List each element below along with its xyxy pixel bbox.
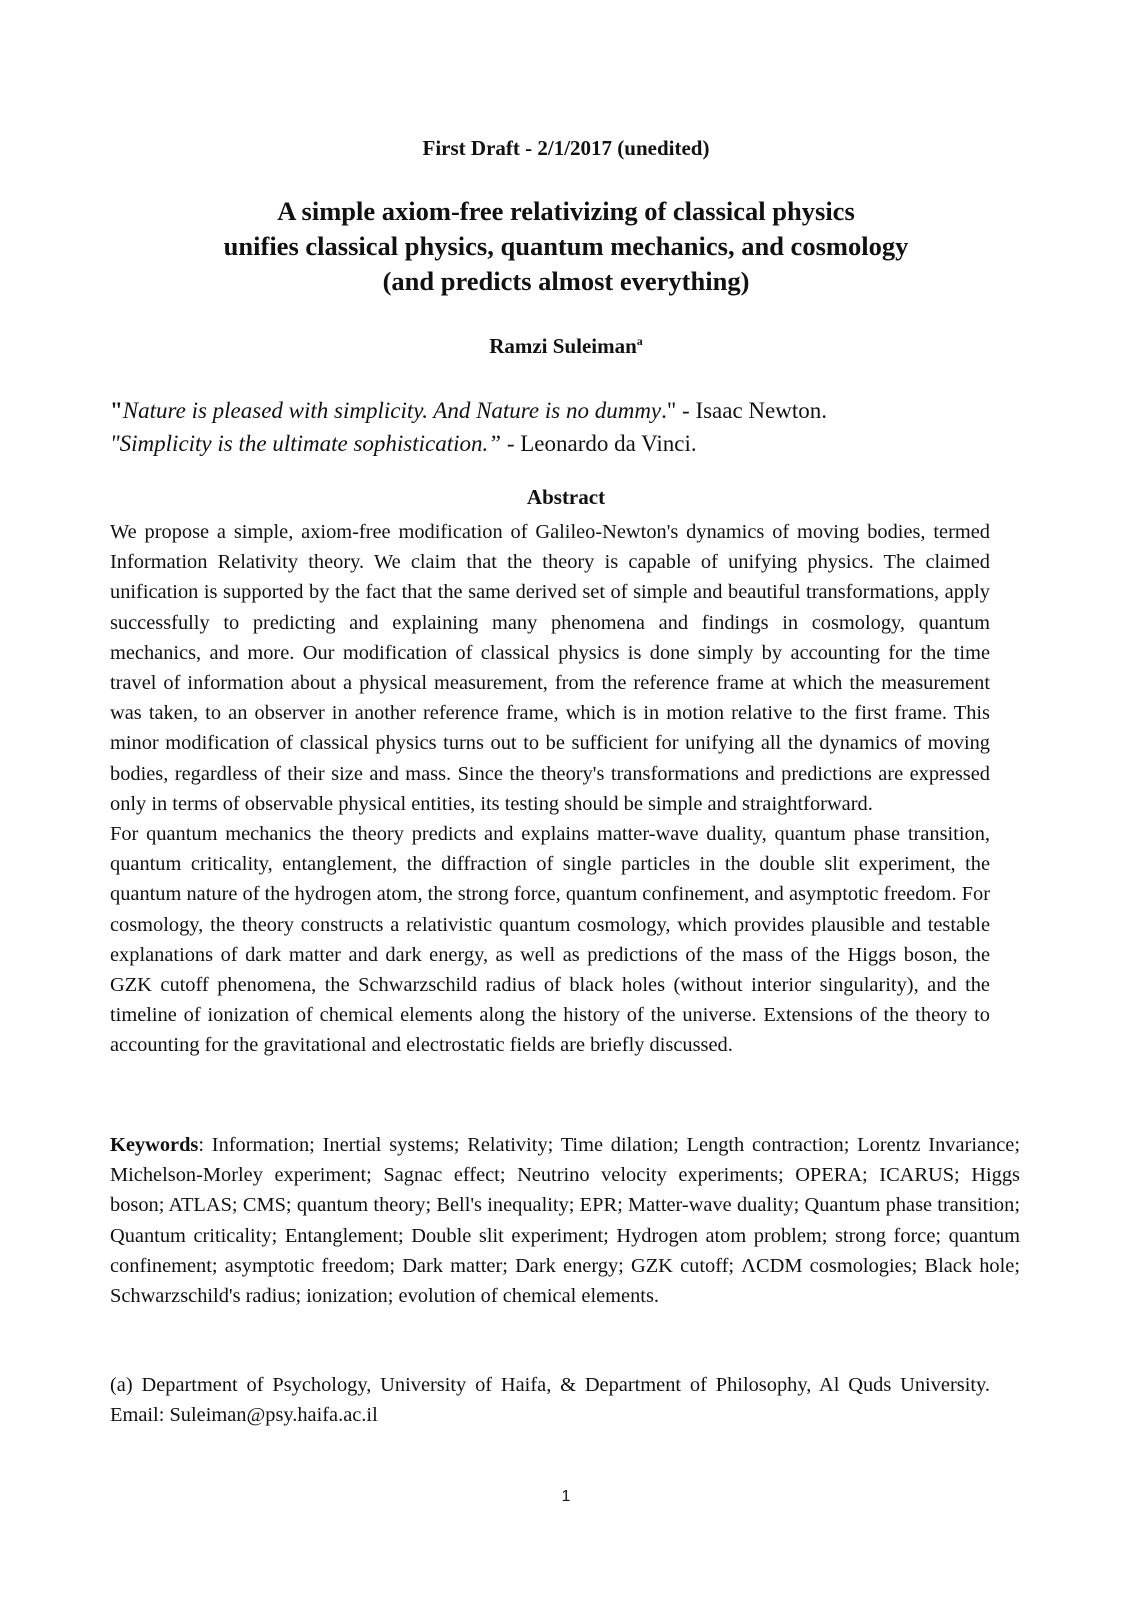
paper-title bbox=[0, 194, 1132, 299]
quote-davinci-text: "Simplicity is the ultimate sophistication.” bbox=[110, 431, 502, 456]
quote-open-mark: " bbox=[110, 398, 123, 423]
title-line-3: (and predicts almost everything) bbox=[382, 266, 750, 296]
page-number: 1 bbox=[561, 1488, 571, 1505]
keywords-text: : Information; Inertial systems; Relativity; Time dilation; Length contraction; Lorentz Invariance; Michelson-Morley experiment; Sagnac effect; Neutrino velocity experiments; OPERA; ICARUS; Higgs boson; ATLAS; CMS; quantum theory; Bell's inequality; EPR; Matter-wave duality; Quantum phase transition; Quantum criticality; Entanglement; Double slit experiment; Hydrogen atom problem; strong force; quantum confinement; asymptotic freedom; Dark matter; Dark energy; GZK cutoff; ΛCDM cosmologies; Black hole; Schwarzschild's radius; ionization; evolution of chemical elements. bbox=[110, 1134, 1020, 1308]
abstract-body bbox=[110, 517, 990, 1061]
quote-davinci-attrib: - Leonardo da Vinci. bbox=[501, 431, 697, 456]
author-name: Ramzi Suleiman bbox=[489, 334, 637, 358]
quote-davinci bbox=[110, 427, 1030, 460]
author-affil-mark: a bbox=[636, 334, 643, 348]
author-line bbox=[0, 334, 1132, 359]
affiliation-note: (a) Department of Psychology, University of Haifa, & Department of Philosophy, Al Quds University. Email: Suleiman@psy.haifa.ac.il bbox=[110, 1374, 990, 1427]
epigraph-quotes bbox=[110, 394, 1030, 460]
keywords-label: Keywords bbox=[110, 1134, 199, 1156]
title-line-2: unifies classical physics, quantum mechanics, and cosmology bbox=[223, 231, 909, 261]
abstract-paragraph-1: We propose a simple, axiom-free modification of Galileo-Newton's dynamics of moving bodies, termed Information Relativity theory. We claim that the theory is capable of unifying physics. The claimed unification is supported by the fact that the same derived set of simple and beautiful transformations, apply successfully to predicting and explaining many phenomena and findings in cosmology, quantum mechanics, and more. Our modification of classical physics is done simply by accounting for the time travel of information about a physical measurement, from the reference frame at which the measurement was taken, to an observer in another reference frame, which is in motion relative to the first frame. This minor modification of classical physics turns out to be sufficient for unifying all the dynamics of moving bodies, regardless of their size and mass. Since the theory's transformations and predictions are expressed only in terms of observable physical entities, its testing should be simple and straightforward. bbox=[110, 521, 990, 815]
quote-newton-attrib: ." - Isaac Newton. bbox=[661, 398, 827, 423]
abstract-heading: Abstract bbox=[526, 485, 606, 509]
keywords-block bbox=[110, 1130, 1020, 1311]
title-line-1: A simple axiom-free relativizing of classical physics bbox=[277, 196, 855, 226]
quote-newton-text: Nature is pleased with simplicity. And Nature is no dummy bbox=[122, 398, 662, 423]
quote-newton bbox=[110, 394, 1030, 427]
abstract-paragraph-2: For quantum mechanics the theory predicts and explains matter-wave duality, quantum phase transition, quantum criticality, entanglement, the diffraction of single particles in the double slit experiment, the quantum nature of the hydrogen atom, the strong force, quantum confinement, and asymptotic freedom. For cosmology, the theory constructs a relativistic quantum cosmology, which provides plausible and testable explanations of dark matter and dark energy, as well as predictions of the mass of the Higgs boson, the GZK cutoff phenomena, the Schwarzschild radius of black holes (without interior singularity), and the timeline of ionization of chemical elements along the history of the universe. Extensions of the theory to accounting for the gravitational and electrostatic fields are briefly discussed. bbox=[110, 823, 990, 1057]
draft-line: First Draft - 2/1/2017 (unedited) bbox=[422, 136, 710, 160]
